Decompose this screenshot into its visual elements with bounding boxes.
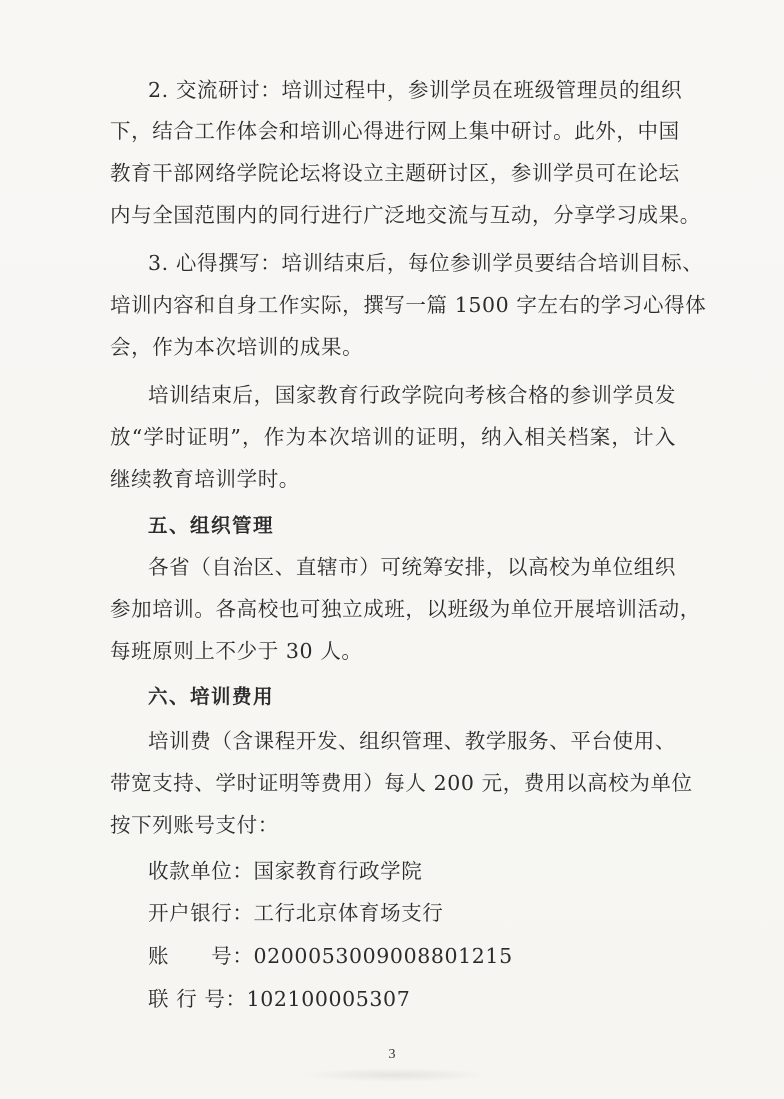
paragraph-line: 按下列账号支付： — [110, 813, 279, 837]
paragraph-line: 教育干部网络学院论坛将设立主题研讨区，参训学员可在论坛 — [110, 161, 680, 185]
paragraph-line: 每班原则上不少于 30 人。 — [110, 639, 363, 663]
bank-code-line: 联 行 号：102100005307 — [148, 987, 411, 1011]
paragraph-line: 带宽支持、学时证明等费用）每人 200 元，费用以高校为单位 — [110, 771, 693, 795]
paragraph-line: 培训结束后，国家教育行政学院向考核合格的参训学员发 — [148, 383, 676, 407]
paragraph-line: 放“学时证明”，作为本次培训的证明，纳入相关档案，计入 — [110, 425, 676, 449]
paragraph-line: 继续教育培训学时。 — [110, 467, 300, 491]
payee-line: 收款单位：国家教育行政学院 — [148, 859, 423, 883]
paragraph-line: 参加培训。各高校也可独立成班，以班级为单位开展培训活动， — [110, 597, 701, 621]
paragraph-line: 各省（自治区、直辖市）可统筹安排，以高校为单位组织 — [148, 555, 676, 579]
bank-line: 开户银行：工行北京体育场支行 — [148, 901, 444, 925]
page-number: 3 — [388, 1047, 396, 1062]
paragraph-line: 下，结合工作体会和培训心得进行网上集中研讨。此外，中国 — [110, 119, 680, 143]
account-number-line: 账 号：0200053009008801215 — [148, 944, 513, 968]
scan-smudge — [300, 1068, 490, 1082]
paragraph-line: 3. 心得撰写：培训结束后，每位参训学员要结合培训目标、 — [148, 251, 704, 275]
paragraph-line: 培训费（含课程开发、组织管理、教学服务、平台使用、 — [148, 729, 676, 753]
section-heading: 五、组织管理 — [148, 514, 275, 537]
section-heading: 六、培训费用 — [148, 685, 275, 708]
paragraph-line: 培训内容和自身工作实际，撰写一篇 1500 字左右的学习心得体 — [110, 293, 707, 317]
paragraph-line: 2. 交流研讨：培训过程中，参训学员在班级管理员的组织 — [148, 78, 683, 102]
paragraph-line: 会，作为本次培训的成果。 — [110, 335, 364, 359]
paragraph-line: 内与全国范围内的同行进行广泛地交流与互动，分享学习成果。 — [110, 203, 701, 227]
